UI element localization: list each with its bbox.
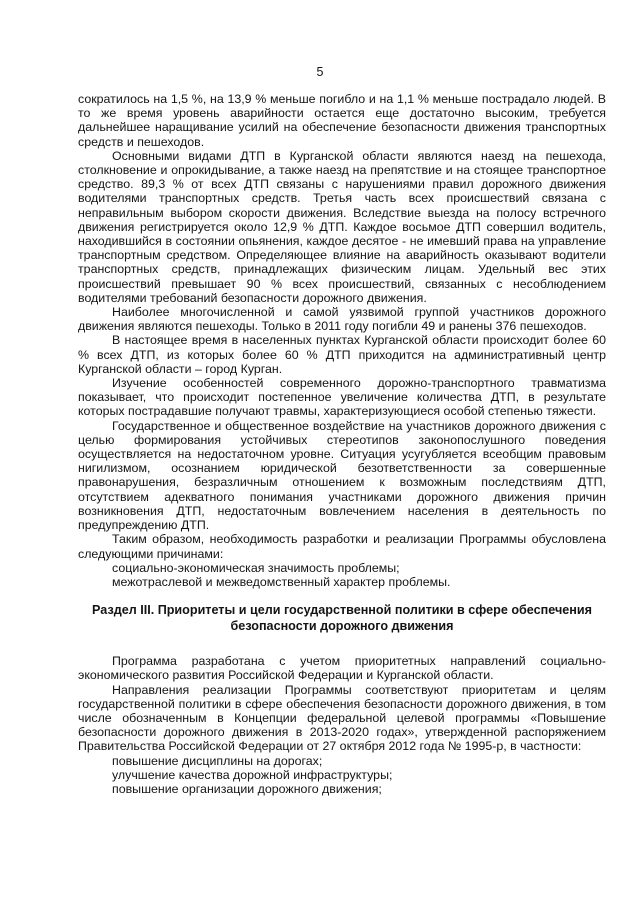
paragraph-trauma-study: Изучение особенностей современного дорожно-транспортного травматизма показывает, что происходит постепенное увеличение количества ДТП, в результате которых пострадавшие получают травмы, характеризующиеся особой степенью тяжести.	[78, 376, 606, 419]
paragraph-settlements: В настоящее время в населенных пунктах Курганской области происходит более 60 % всех ДТП, из которых более 60 % ДТП приходится на административный центр Курганской области – город Курган.	[78, 333, 606, 376]
paragraph-traffic-stats-continuation: сократилось на 1,5 %, на 13,9 % меньше погибло и на 1,1 % меньше пострадало людей. В то же время уровень аварийности остается еще достаточно высоким, требуется дальнейшее наращивание усилий на обеспечение безопасности движения транспортных средств и пешеходов.	[78, 92, 606, 149]
list-item-reason: межотраслевой и межведомственный характер проблемы.	[112, 574, 451, 589]
page-number: 5	[316, 65, 324, 79]
document-body	[78, 92, 606, 796]
list-item-reason: социально-экономическая значимость проблемы;	[112, 560, 400, 575]
list-item-priority: улучшение качества дорожной инфраструктуры;	[112, 767, 393, 782]
paragraph-accident-types: Основными видами ДТП в Курганской области являются наезд на пешехода, столкновение и опрокидывание, а также наезд на препятствие и на стоящее транспортное средство. 89,3 % от всех ДТП связаны с нарушениями правил дорожного движения водителями транспортных средств. Третья часть всех происшествий связана с неправильным выбором скорости движения. Вследствие выезда на полосу встречного движения регистрируется около 12,9 % ДТП. Каждое восьмое ДТП совершил водитель, находившийся в состоянии опьянения, каждое десятое - не имевший права на управление транспортным средством. Определяющее влияние на аварийность оказывают водители транспортных средств, принадлежащих физическим лицам. Удельный вес этих происшествий превышает 90 % всех происшествий, связанных с несоблюдением водителями требований безопасности дорожного движения.	[78, 148, 606, 305]
section-heading: Раздел III. Приоритеты и цели государственной политики в сфере обеспечения безопасности дорожного движения	[92, 603, 592, 634]
paragraph-program-necessity: Таким образом, необходимость разработки и реализации Программы обусловлена следующими причинами:	[78, 532, 606, 561]
paragraph-program-directions: Направления реализации Программы соответствуют приоритетам и целям государственной политики в сфере обеспечения безопасности дорожного движения, в том числе обозначенным в Концепции федеральной целевой программы «Повышение безопасности дорожного движения в 2013-2020 годах», утвержденной распоряжением Правительства Российской Федерации от 27 октября 2012 года № 1995-р, в частности:	[78, 682, 606, 754]
list-item-priority: повышение дисциплины на дорогах;	[112, 753, 323, 768]
paragraph-program-development: Программа разработана с учетом приоритетных направлений социально-экономического развития Российской Федерации и Курганской области.	[78, 654, 606, 683]
list-item-priority: повышение организации дорожного движения;	[112, 781, 382, 796]
paragraph-pedestrians: Наиболее многочисленной и самой уязвимой группой участников дорожного движения являются пешеходы. Только в 2011 году погибли 49 и ранены 376 пешеходов.	[78, 305, 606, 334]
paragraph-public-influence: Государственное и общественное воздействие на участников дорожного движения с целью формирования устойчивых стереотипов законопослушного поведения осуществляется на недостаточном уровне. Ситуация усугубляется всеобщим правовым нигилизмом, осознанием юридической безответственности за совершенные правонарушения, безразличным отношением к возможным последствиям ДТП, отсутствием адекватного понимания участниками дорожного движения причин возникновения ДТП, недостаточным вовлечением населения в деятельность по предупреждению ДТП.	[78, 418, 606, 533]
